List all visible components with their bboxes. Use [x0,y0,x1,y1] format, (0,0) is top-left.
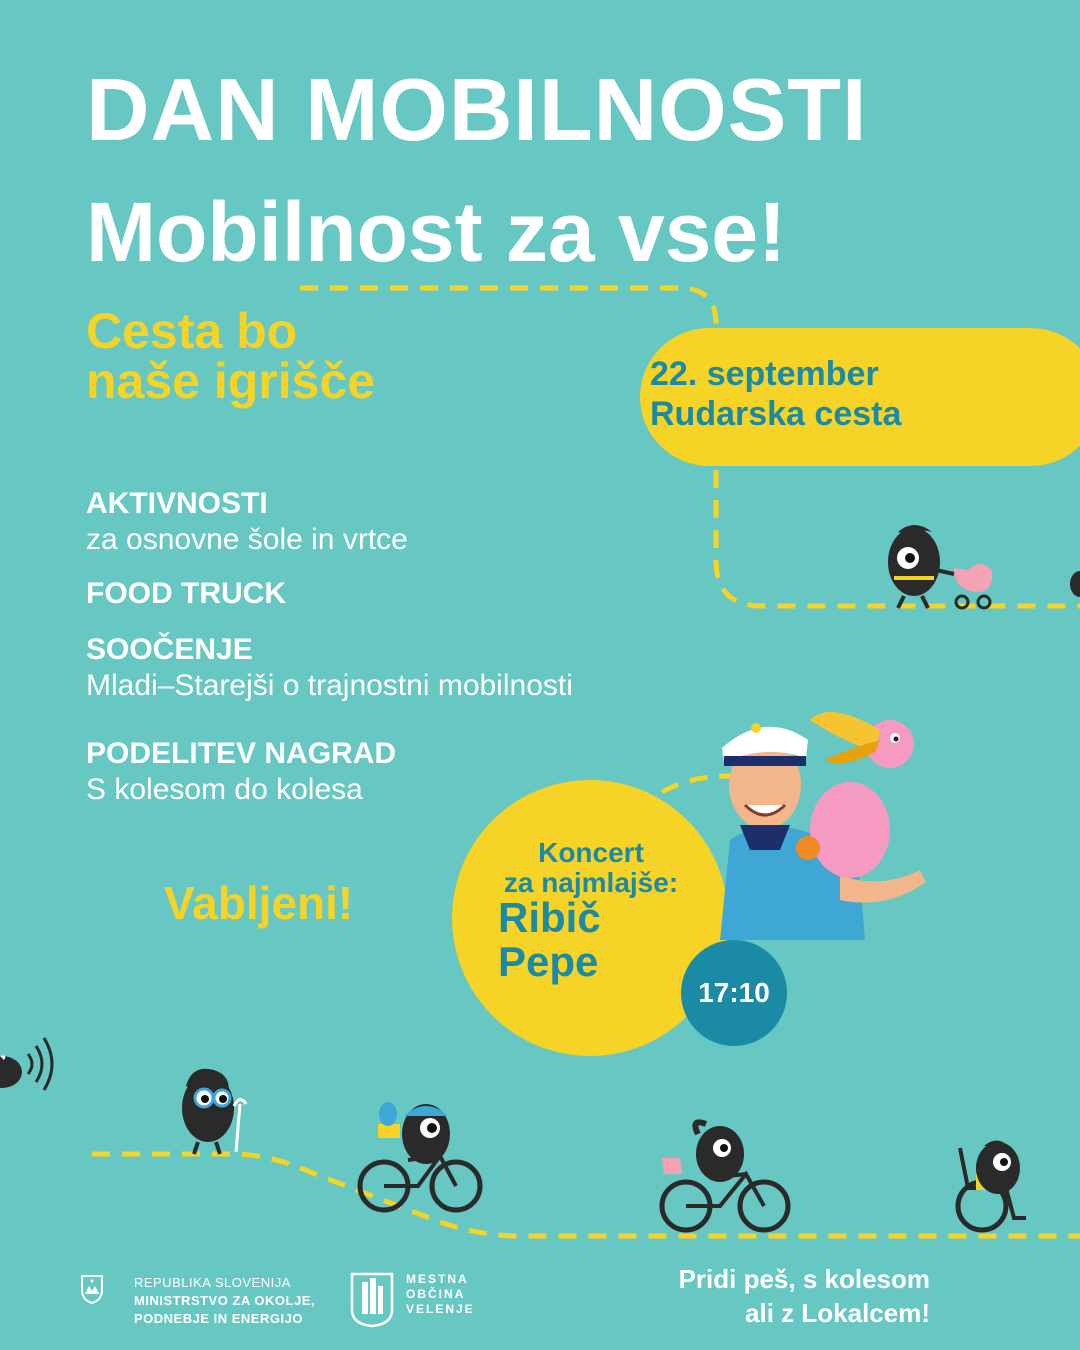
event-title: DAN MOBILNOSTI [86,60,868,159]
invitation-text: Vabljeni! [164,877,354,929]
character-on-bike-icon [358,1094,484,1220]
velenje-logo-icon [350,1272,394,1328]
performer-photo [690,700,960,940]
character-partial-icon [1066,570,1080,598]
activity-description: za osnovne šole in vrtce [86,523,408,556]
character-with-stroller-icon [880,518,1000,610]
character-with-cane-icon [174,1064,254,1156]
footer-message-line1: Pridi peš, s kolesom [678,1264,930,1294]
activity-description: Mladi–Starejši o trajnostni mobilnosti [86,669,573,702]
ministry-line2: MINISTRSTVO ZA OKOLJE, [134,1293,315,1308]
concert-label [488,838,694,898]
footer-message-line2: ali z Lokalcem! [745,1298,930,1328]
concert-label-line2: za najmlajše: [503,867,679,898]
concert-label-line1: Koncert [538,837,644,868]
activity-heading: AKTIVNOSTI [86,487,268,520]
performer-name [498,896,601,984]
girl-on-bike-icon [660,1118,792,1238]
event-subtitle: Mobilnost za vse! [86,185,787,279]
municipality-line3: VELENJE [406,1302,475,1316]
municipality-logo-text [406,1272,475,1317]
ministry-line1: REPUBLIKA SLOVENIJA [134,1275,291,1290]
performer-name-line2: Pepe [498,938,599,985]
performer-name-line1: Ribič [498,894,601,941]
activity-description: S kolesom do kolesa [86,773,363,806]
tagline-line2: naše igrišče [86,353,376,409]
character-wifi-icon [0,1024,60,1090]
municipality-line1: MESTNA [406,1272,469,1286]
concert-time: 17:10 [698,977,770,1008]
event-location: Rudarska cesta [650,395,902,433]
tagline [86,303,566,409]
event-date: 22. september [650,355,879,393]
ministry-logo-text [134,1274,315,1328]
ministry-line3: PODNEBJE IN ENERGIJO [134,1311,303,1326]
activity-heading: PODELITEV NAGRAD [86,737,397,770]
date-location [650,354,901,434]
footer-message [600,1262,930,1330]
activity-heading: SOOČENJE [86,633,253,666]
slovenia-coat-of-arms-icon [80,1274,104,1304]
character-in-wheelchair-icon [954,1138,1034,1234]
activity-heading: FOOD TRUCK [86,577,286,610]
tagline-line1: Cesta bo [86,303,298,359]
municipality-line2: OBČINA [406,1287,466,1301]
